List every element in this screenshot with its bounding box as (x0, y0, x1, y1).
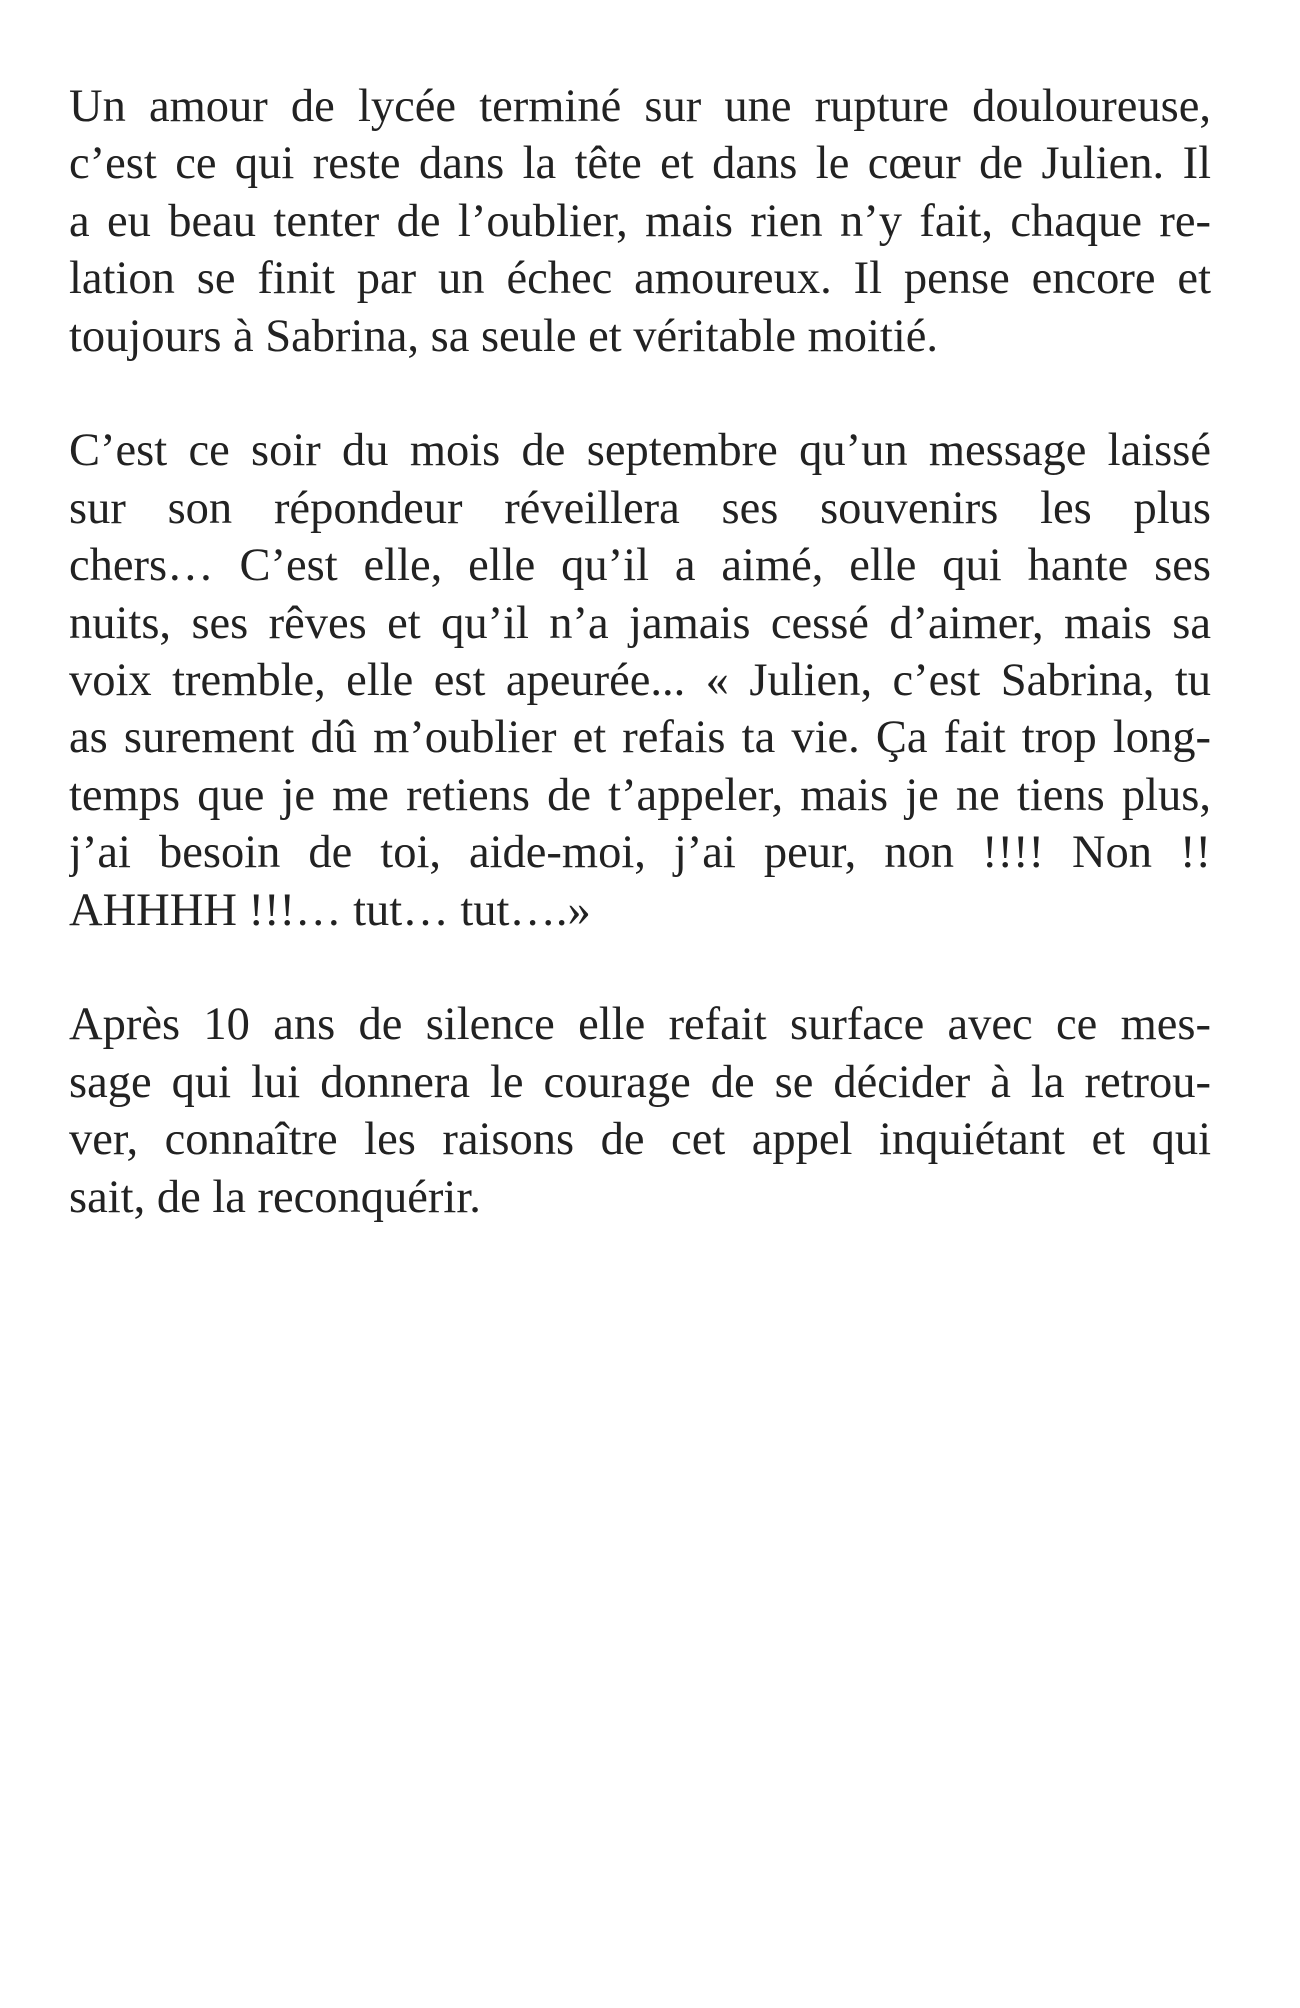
text-line: AHHHH !!!… tut… tut….» (69, 884, 591, 936)
paragraph-2 (69, 422, 1211, 939)
text-line: toujours à Sabrina, sa seule et véritable moitié. (69, 310, 939, 362)
text-line: a eu beau tenter de l’oublier, mais rien n’y fait, chaque re- (69, 195, 1211, 247)
text-line: C’est ce soir du mois de septembre qu’un message laissé (69, 425, 1211, 477)
text-line: sait, de la reconquérir. (69, 1171, 481, 1223)
text-line: lation se finit par un échec amoureux. Il pense encore et (69, 253, 1211, 305)
text-line: sage qui lui donnera le courage de se décider à la retrou- (69, 1056, 1211, 1108)
paragraph-gap (69, 365, 1211, 422)
paragraph-3 (69, 996, 1211, 1226)
text-line: Un amour de lycée terminé sur une rupture douloureuse, (69, 81, 1211, 132)
paragraph-gap (69, 939, 1211, 996)
text-line: chers… C’est elle, elle qu’il a aimé, elle qui hante ses (69, 540, 1211, 592)
paragraph-1 (69, 78, 1211, 365)
text-line: sur son répondeur réveillera ses souvenirs les plus (69, 482, 1211, 534)
text-line: as surement dû m’oublier et refais ta vie. Ça fait trop long- (69, 712, 1211, 764)
text-line: c’est ce qui reste dans la tête et dans le cœur de Julien. Il (69, 138, 1211, 190)
text-line: ver, connaître les raisons de cet appel inquiétant et qui (69, 1114, 1211, 1166)
text-line: j’ai besoin de toi, aide-moi, j’ai peur, non !!!! Non !! (69, 827, 1211, 879)
text-line: voix tremble, elle est apeurée... « Julien, c’est Sabrina, tu (69, 655, 1211, 707)
text-line: temps que je me retiens de t’appeler, mais je ne tiens plus, (69, 769, 1211, 821)
text-line: Après 10 ans de silence elle refait surface avec ce mes- (69, 999, 1211, 1051)
text-line: nuits, ses rêves et qu’il n’a jamais cessé d’aimer, mais sa (69, 597, 1211, 649)
document-page (69, 78, 1211, 1226)
